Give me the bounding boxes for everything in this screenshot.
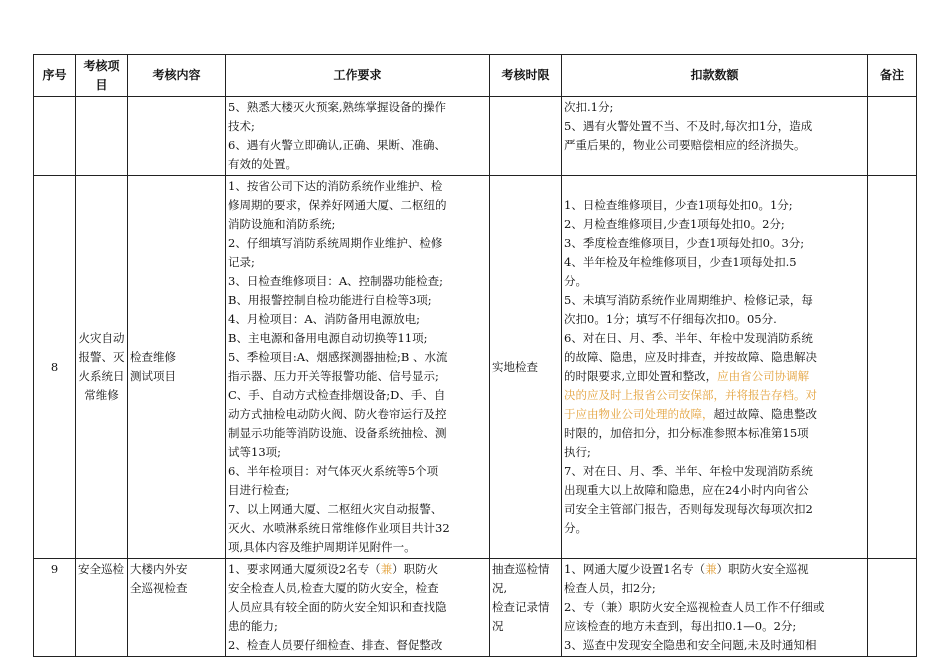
text-line [564,560,865,579]
text-line [564,234,865,253]
highlighted-text: 应由省公司协调解 [717,369,810,383]
text-line [564,443,865,462]
text-line [228,636,487,655]
text-line: B、用报警控制自检功能进行自检等3项; [228,293,432,307]
text-line [564,291,865,310]
text-line: 灭火、水喷淋系统日常维修作业项目共计32 [228,521,450,535]
table-row-8 [34,176,917,559]
cell-remarks [868,559,917,657]
text-segment: 分。 [564,274,587,288]
header-deduction: 扣款数额 [562,55,868,97]
text-line: 大楼内外安 [130,562,188,576]
text-line: 2、仔细填写消防系统周期作业维护、检修 [228,236,443,250]
text-line [228,598,487,617]
text-segment: 3、季度检查维修项目，少查1项每处扣0。3分; [564,236,805,250]
text-line: 检查记录情 [492,600,550,614]
text-segment: 人员应具有较全面的防火安全知识和查找隐 [228,600,447,614]
text-line [564,196,865,215]
text-segment: 时限的，加倍扣分，扣分标准参照本标准第15项 [564,426,809,440]
text-line: 项,具体内容及维护周期详见附件一。 [228,540,416,554]
table-row-continued [34,97,917,176]
header-row [34,55,917,97]
text-segment: 分。 [564,521,587,535]
text-line [564,348,865,367]
text-line [564,519,865,538]
text-line [564,462,865,481]
text-segment: 7、对在日、月、季、半年、年检中发现消防系统 [564,464,813,478]
text-line: 3、日检查维修项目：A、控制器功能检查; [228,274,443,288]
cell-deduction [562,559,868,657]
cell-item [76,97,128,176]
text-line: 制显示功能等消防设施、设备系统抽检、测 [228,426,447,440]
text-line: 检查维修 [130,350,176,364]
highlighted-text: 于应由物业公司处理的故障， [564,407,714,421]
assessment-table [33,54,917,657]
text-line: 试等13项; [228,445,282,459]
text-line: 严重后果的，物业公司要赔偿相应的经济损失。 [564,138,806,152]
text-line: 6、遇有火警立即确认,正确、果断、准确、 [228,138,446,152]
text-line [564,598,865,617]
text-segment: 出现重大以上故障和隐患，应在24小时内向省公 [564,483,809,497]
text-line: 报警、灭 [78,350,125,364]
text-segment: 6、对在日、月、季、半年、年检中发现消防系统 [564,331,813,345]
header-requirements: 工作要求 [226,55,490,97]
cell-content [128,97,226,176]
highlighted-text: 决的应及时上报省公司安保部，并将报告存档。对 [564,388,817,402]
text-segment: 1、要求网通大厦须设2名专（ [228,562,381,576]
text-line: 火系统日 [78,369,125,383]
header-content: 考核内容 [128,55,226,97]
text-line: 消防设施和消防系统; [228,217,336,231]
header-no: 序号 [34,55,76,97]
cell-item [76,559,128,657]
text-segment: 的故障、隐患，应及时排查，并按故障、隐患解决 [564,350,817,364]
text-line: 全巡视检查 [130,581,188,595]
text-segment: 检查人员，扣2分; [564,581,656,595]
table-row-9 [34,559,917,657]
cell-remarks [868,97,917,176]
text-line: 6、半年检项目：对气体灭火系统等5个项 [228,464,439,478]
text-segment: 应该检查的地方未查到，每出扣0.1—0。2分; [564,619,797,633]
text-line: 测试项目 [130,369,176,383]
text-line: 5、季检项目:A、烟感探测器抽检;B 、水流 [228,350,448,364]
text-line [564,424,865,443]
text-segment: 次扣0。1分；填写不仔细每次扣0。05分. [564,312,777,326]
text-line: 抽查巡检情 [492,562,550,576]
cell-deduction [562,97,868,176]
text-line [564,310,865,329]
cell-timing: 实地检查 [490,176,562,559]
text-segment: 的时限要求,立即处置和整改， [564,369,718,383]
text-line: 5、熟悉大楼灭火预案,熟练掌握设备的操作 [228,100,446,114]
text-line: 有效的处置。 [228,157,297,171]
text-segment: 2、月检查维修项目,少查1项每处扣0。2分; [564,217,785,231]
cell-requirements [226,97,490,176]
text-line: B、主电源和备用电源自动切换等11项; [228,331,428,345]
text-segment: 2、专（兼）职防火安全巡视检查人员工作不仔细或 [564,600,825,614]
text-line [228,617,487,636]
cell-deduction [562,176,868,559]
text-line: 况, [492,581,508,595]
cell-content [128,176,226,559]
text-line: 4、月检项目：A、消防备用电源放电; [228,312,420,326]
text-line: C、手、自动方式检查排烟设备;D、手、自 [228,388,446,402]
header-timing: 考核时限 [490,55,562,97]
text-segment: ）职防火 [392,562,439,576]
header-remarks: 备注 [868,55,917,97]
text-segment: 患的能力; [228,619,278,633]
text-line: 火灾自动 [78,331,125,345]
text-line: 7、以上网通大厦、二枢纽火灾自动报警、 [228,502,443,516]
cell-content [128,559,226,657]
text-line: 记录; [228,255,255,269]
text-segment: 安全检查人员,检查大厦的防火安全，检查 [228,581,439,595]
text-segment: 1、网通大厦少设置1名专（ [564,562,706,576]
text-line: 修周期的要求，保养好网通大厦、二枢纽的 [228,198,447,212]
text-line [564,272,865,291]
text-segment: 2、检查人员要仔细检查、排查、督促整改 [228,638,443,652]
text-line: 指示器、压力开关等报警功能、信号显示; [228,369,439,383]
text-line: 技术; [228,119,255,133]
cell-timing [490,97,562,176]
text-line: 动方式抽检电动防火阀、防火卷帘运行及控 [228,407,447,421]
cell-requirements [226,176,490,559]
text-line: 5、遇有火警处置不当、不及时,每次扣1分，造成 [564,119,813,133]
text-line [564,405,865,424]
text-line [564,215,865,234]
text-line [228,579,487,598]
cell-no: 9 [34,559,76,657]
header-item: 考核项目 [76,55,128,97]
text-line [564,253,865,272]
highlighted-text: 兼 [380,562,393,576]
text-line [564,329,865,348]
text-segment: 执行; [564,445,591,459]
cell-timing [490,559,562,657]
text-segment: ）职防火安全巡视 [716,562,809,576]
text-line: 次扣.1分; [564,100,614,114]
text-line [564,500,865,519]
cell-requirements [226,559,490,657]
text-line [228,560,487,579]
text-segment: 3、巡查中发现安全隐患和安全问题,未及时通知相 [564,638,817,652]
cell-no [34,97,76,176]
text-line [564,386,865,405]
text-line [564,636,865,655]
text-segment: 司安全主管部门报告，否则每发现每次每项次扣2 [564,502,813,516]
cell-remarks [868,176,917,559]
text-line [564,367,865,386]
text-segment: 超过故障、隐患整改 [713,407,817,421]
text-line: 安全巡检 [78,562,124,576]
text-segment: 5、未填写消防系统作业周期维护、检修记录，每 [564,293,813,307]
text-line: 1、按省公司下达的消防系统作业维护、检 [228,179,443,193]
text-line [564,579,865,598]
text-line [564,481,865,500]
text-line: 常维修 [84,388,119,402]
text-line: 况 [492,619,504,633]
cell-item [76,176,128,559]
text-line: 目进行检查; [228,483,290,497]
text-segment: 4、半年检及年检维修项目，少查1项每处扣.5 [564,255,797,269]
text-segment: 1、日检查维修项目，少查1项每处扣0。1分; [564,198,793,212]
cell-no: 8 [34,176,76,559]
highlighted-text: 兼 [705,562,717,576]
text-line [564,617,865,636]
